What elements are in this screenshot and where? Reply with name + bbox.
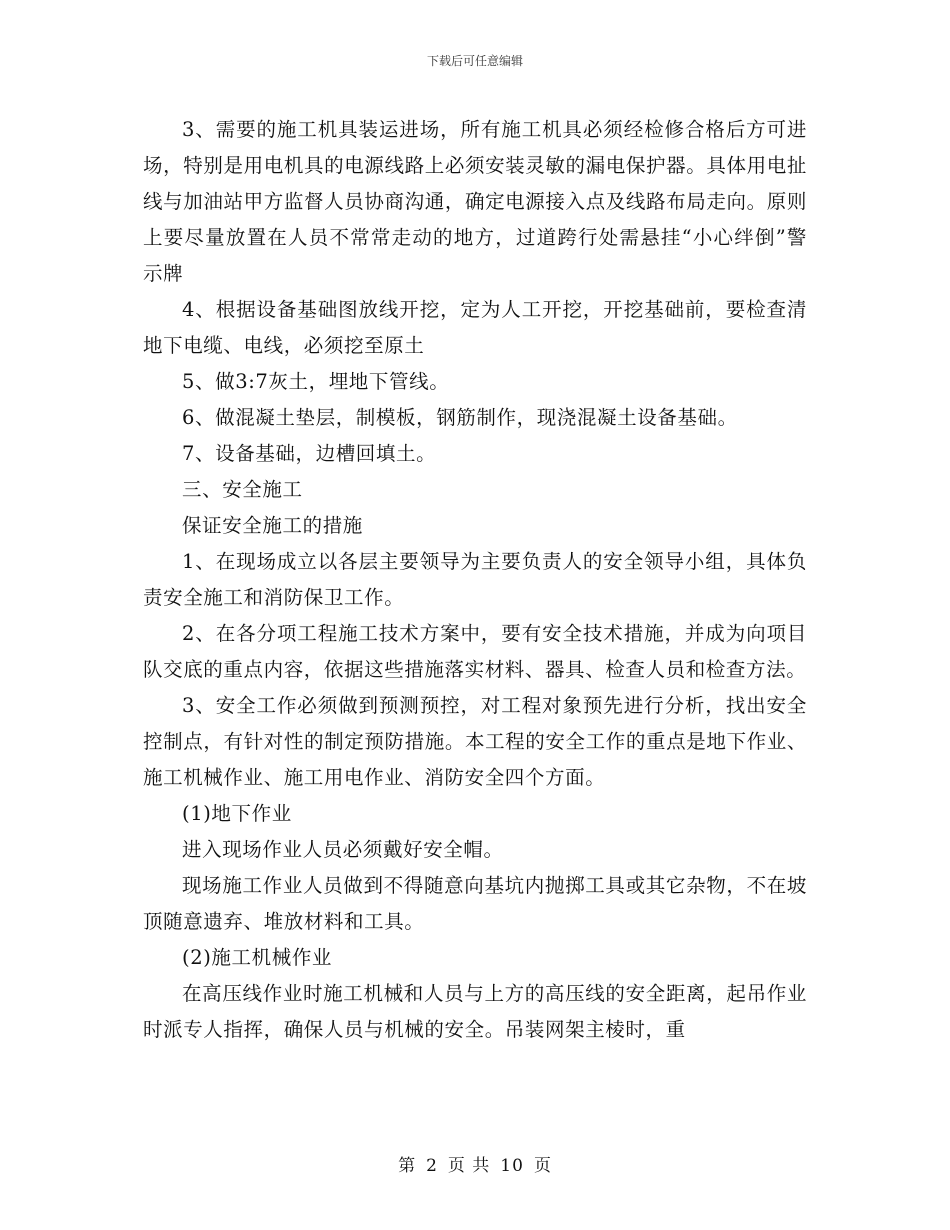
page-number-footer [0,1155,950,1177]
subheading-underground-work: (1)地下作业 [182,802,292,825]
paragraph-measure-2: 2、在各分项工程施工技术方案中，要有安全技术措施，并成为向项目队交底的重点内容，依据这些措施落实材料、器具、检查人员和检查方法。 [143,622,807,681]
footer-total-pages: 10 [500,1156,524,1176]
paragraph-item-7-backfill: 7、设备基础，边槽回填土。 [182,442,437,465]
paragraph-measure-1: 1、在现场成立以各层主要领导为主要负责人的安全领导小组，具体负责安全施工和消防保卫工作。 [143,550,807,609]
page-header-note: 下载后可任意编辑 [426,54,523,68]
paragraph-item-4-excavation: 4、根据设备基础图放线开挖，定为人工开挖，开挖基础前，要检查清地下电缆、电线，必须挖至原土 [143,298,807,357]
paragraph-high-voltage: 在高压线作业时施工机械和人员与上方的高压线的安全距离，起吊作业时派专人指挥，确保人员与机械的安全。吊装网架主棱时，重 [143,982,807,1041]
paragraph-pit-rule: 现场施工作业人员做到不得随意向基坑内抛掷工具或其它杂物，不在坡顶随意遗弃、堆放材料和工具。 [143,874,807,933]
paragraph-measure-3: 3、安全工作必须做到预测预控，对工程对象预先进行分析，找出安全控制点，有针对性的制定预防措施。本工程的安全工作的重点是地下作业、施工机械作业、施工用电作业、消防安全四个方面。 [143,694,807,789]
subheading-safety-measures: 保证安全施工的措施 [182,514,363,537]
footer-current-page: 2 [426,1156,438,1176]
footer-middle: 页 共 [447,1156,491,1176]
paragraph-item-3-equipment: 3、需要的施工机具装运进场，所有施工机具必须经检修合格后方可进场，特别是用电机具的电源线路上必须安装灵敏的漏电保护器。具体用电扯线与加油站甲方监督人员协商沟通，确定电源接入点及线路布局走向。原则上要尽量放置在人员不常常走动的地方，过道跨行处需悬挂“小心绊倒”警示牌 [143,118,807,285]
footer-prefix: 第 [398,1156,417,1176]
footer-suffix: 页 [533,1156,552,1176]
paragraph-item-6-concrete: 6、做混凝土垫层，制模板，钢筋制作，现浇混凝土设备基础。 [182,406,738,429]
paragraph-helmet-rule: 进入现场作业人员必须戴好安全帽。 [182,838,504,861]
document-body [143,112,807,1048]
paragraph-item-5-lime-soil: 5、做3:7灰土，埋地下管线。 [182,370,450,393]
subheading-machinery-work: (2)施工机械作业 [182,946,333,969]
section-heading-safety: 三、安全施工 [182,478,303,501]
